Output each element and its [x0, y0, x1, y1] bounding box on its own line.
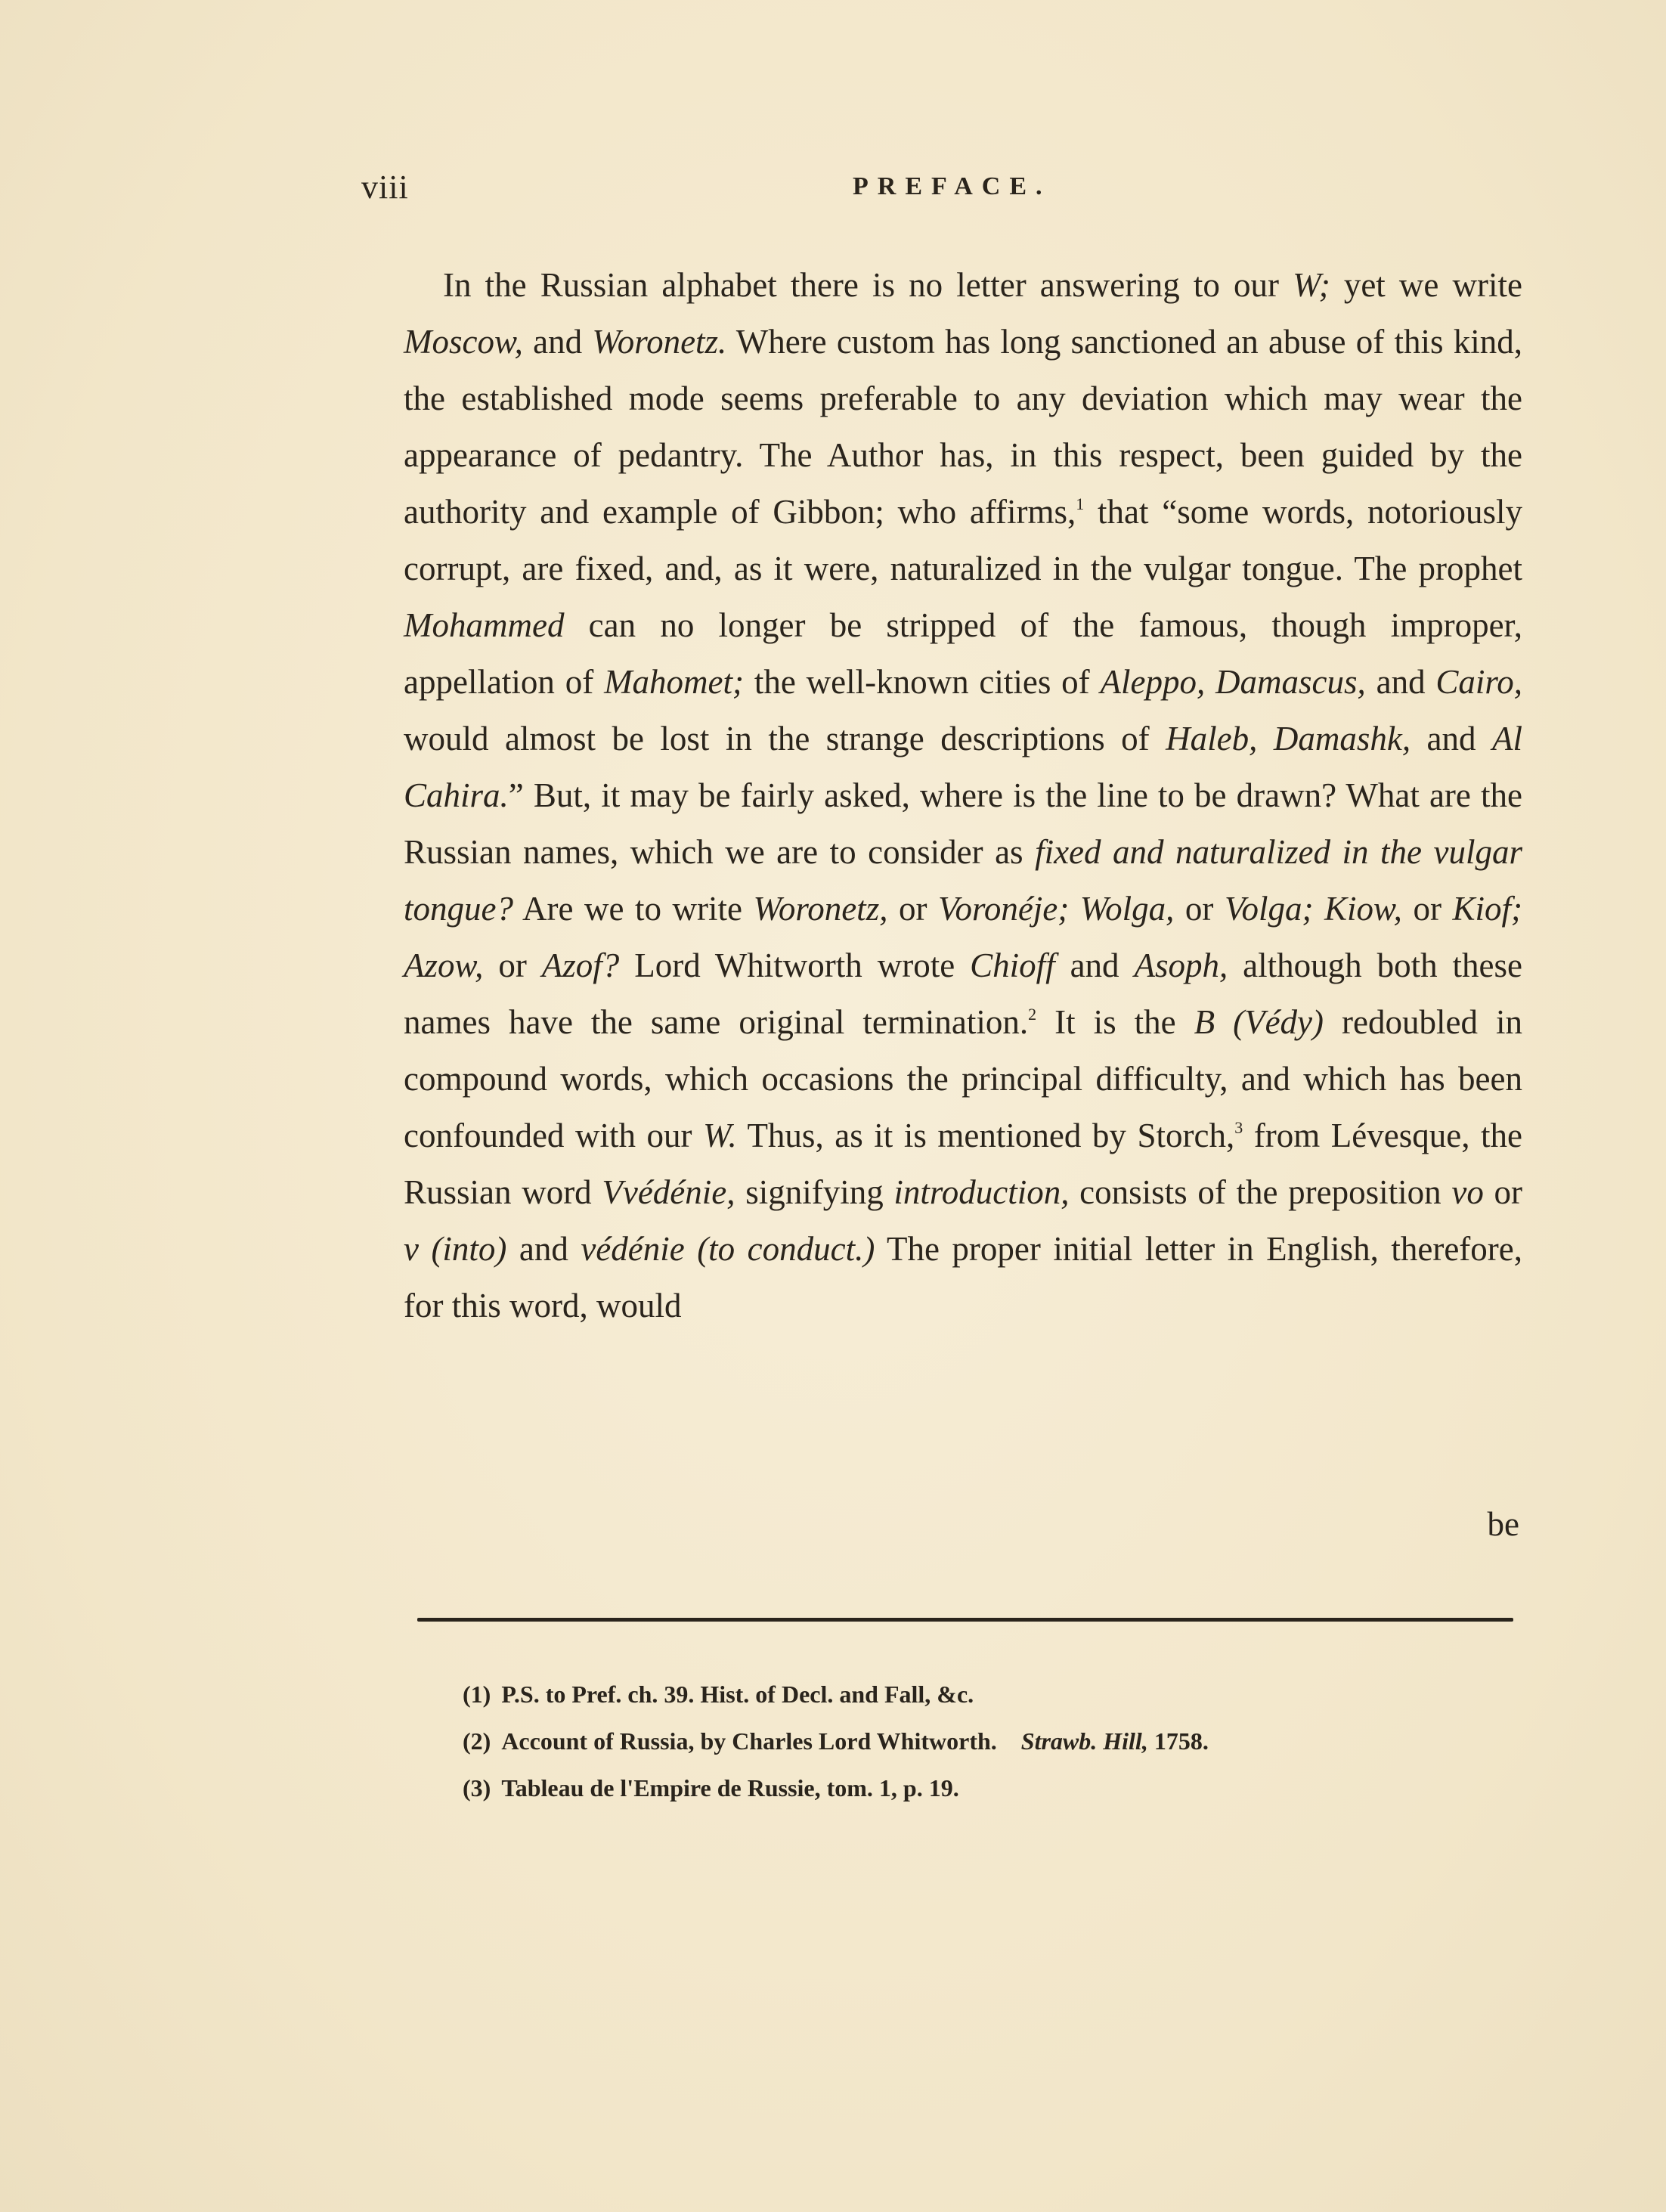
italic-word: fixed and naturalized in the vulgar tongue? [404, 833, 1522, 928]
italic-word: Volga; [1224, 890, 1314, 928]
italic-word: Moscow, [404, 323, 523, 361]
running-head [361, 168, 1525, 213]
footnote-label: (2) [463, 1727, 491, 1755]
text-run [1205, 663, 1215, 701]
italic-word: Mahomet; [604, 663, 745, 701]
italic-word: védénie (to conduct.) [581, 1230, 875, 1268]
text-run: redoubled in compound words, which occasions the principal difficulty, and which has been confounded with our [404, 1003, 1522, 1154]
text-run: or [1401, 890, 1453, 928]
footnote-ref: 1 [1076, 494, 1085, 513]
text-run: The proper initial letter in English, therefore, for this word, would [404, 1230, 1522, 1324]
italic-word: Haleb, [1166, 720, 1258, 757]
italic-word: Mohammed [404, 606, 565, 644]
text-run: It is the [1036, 1003, 1194, 1041]
footnote-rule [417, 1618, 1513, 1622]
text-run: ” But, it may be fairly asked, where is the line to be drawn? What are the Russian names, which we are to consider as [404, 776, 1522, 871]
italic-word: Damascus, [1215, 663, 1366, 701]
italic-word: Damashk, [1273, 720, 1411, 757]
italic-word: Wolga, [1079, 890, 1175, 928]
italic-word: Woronetz. [592, 323, 727, 361]
page-title: PREFACE. [853, 172, 1051, 200]
text-run: In the Russian alphabet there is no letter answering to our [443, 266, 1293, 304]
footnote-ref: 2 [1028, 1005, 1037, 1024]
paragraph [404, 257, 1522, 1334]
text-run: yet we write [1330, 266, 1522, 304]
italic-word: Asoph, [1134, 946, 1228, 984]
text-run: consists of the preposition [1069, 1173, 1452, 1211]
footnote-label: (1) [463, 1681, 491, 1708]
text-run: Where custom has long sanctioned an abuse of this kind, the established mode seems preferable to any deviation which may wear the appearance of pedantry. The Author has, in this respect, been guided by the authority and example of Gibbon; who affirms, [404, 323, 1522, 531]
footnote-text: P.S. to Pref. ch. 39. Hist. of Decl. and Fall, &c. [501, 1681, 974, 1708]
text-run: and [506, 1230, 581, 1268]
italic-word: W. [703, 1117, 737, 1154]
text-run: and [1054, 946, 1135, 984]
text-run: can no longer be stripped of the famous, though improper, appellation of [404, 606, 1522, 701]
footnote-label: (3) [463, 1774, 491, 1802]
text-run [1313, 890, 1324, 928]
italic-word: Kiow, [1324, 890, 1402, 928]
text-run: or [887, 890, 938, 928]
text-run: although both these names have the same original termination. [404, 946, 1522, 1041]
italic-word: Cairo, [1435, 663, 1523, 701]
italic-word: Al Cahira. [404, 720, 1522, 814]
text-run: or [1174, 890, 1225, 928]
italic-word: Vvédénie, [602, 1173, 735, 1211]
footnote-text: Tableau de l'Empire de Russie, tom. 1, p. 19. [501, 1774, 959, 1802]
footnote-3 [463, 1764, 1521, 1811]
text-run: from Lévesque, the Russian word [404, 1117, 1522, 1211]
text-run: and [1411, 720, 1492, 757]
text-run: or [1483, 1173, 1522, 1211]
footnote-text: Account of Russia, by Charles Lord Whitworth. [501, 1727, 997, 1755]
footnote-ref: 3 [1234, 1118, 1243, 1137]
italic-word: Azof? [541, 946, 620, 984]
italic-word: vo [1451, 1173, 1484, 1211]
text-run: and [522, 323, 593, 361]
body-text [404, 257, 1522, 1334]
italic-word: Kiof; [1452, 890, 1522, 928]
text-run [1257, 720, 1273, 757]
italic-word: Chioff [970, 946, 1055, 984]
italic-word: Voronéje; [937, 890, 1070, 928]
italic-word: Aleppo, [1100, 663, 1206, 701]
text-run: Are we to write [512, 890, 754, 928]
italic-word: Azow, [404, 946, 484, 984]
text-run: would almost be lost in the strange descriptions of [404, 720, 1166, 757]
footnote-year: 1758. [1154, 1727, 1209, 1755]
footnote-1 [463, 1671, 1521, 1718]
page-number: viii [361, 169, 409, 206]
text-run [1069, 890, 1080, 928]
italic-word: B (Védy) [1194, 1003, 1324, 1041]
italic-word: introduction, [893, 1173, 1070, 1211]
text-run: or [483, 946, 542, 984]
text-run: that “some words, notoriously corrupt, are fixed, and, as it were, naturalized in the vulgar tongue. The prophet [404, 493, 1522, 587]
footnote-italic: Strawb. Hill, [1020, 1727, 1148, 1755]
text-run: signifying [735, 1173, 894, 1211]
text-run: and [1365, 663, 1436, 701]
text-run: Thus, as it is mentioned by Storch, [736, 1117, 1235, 1154]
italic-word: Woronetz, [753, 890, 888, 928]
text-run: the well-known cities of [744, 663, 1101, 701]
catchword: be [1487, 1505, 1519, 1543]
footnotes [463, 1671, 1521, 1811]
text-run: Lord Whitworth wrote [619, 946, 971, 984]
footnote-2 [463, 1718, 1521, 1764]
italic-word: v (into) [404, 1230, 507, 1268]
italic-word: W; [1293, 266, 1330, 304]
